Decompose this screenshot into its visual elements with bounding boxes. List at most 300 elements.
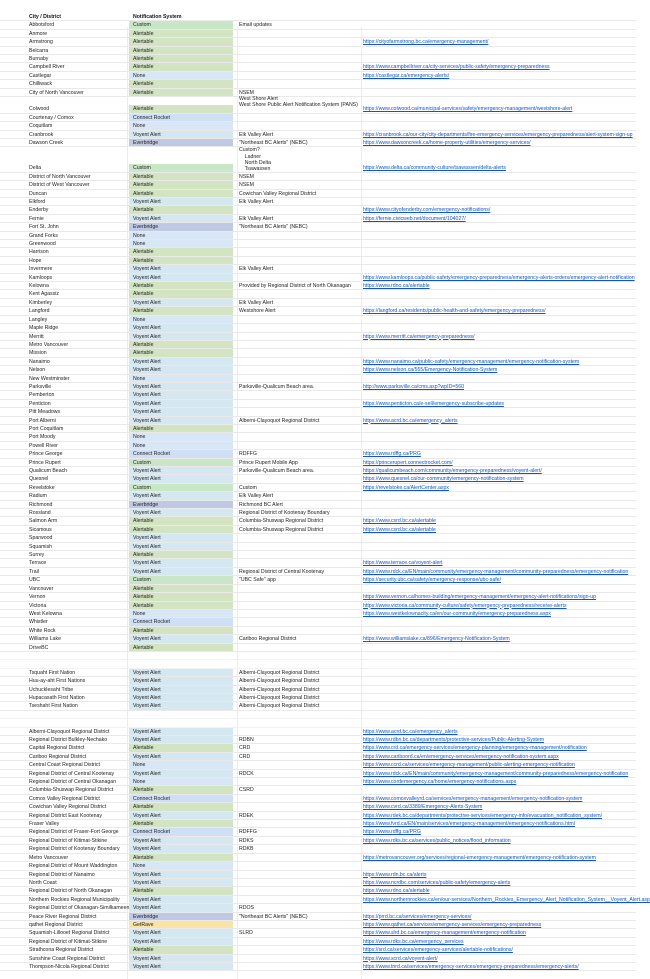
system-cell: Everbridge xyxy=(129,913,233,920)
url-link xyxy=(363,442,636,449)
table-row xyxy=(0,534,636,542)
system-cell: Alertable xyxy=(129,181,233,188)
url-link xyxy=(363,862,636,869)
note-cell: CRD xyxy=(239,745,251,752)
url-link[interactable]: https://www.rdn.bc.ca/alerts xyxy=(363,871,427,878)
system-cell: Voyent Alert xyxy=(129,215,233,222)
url-link xyxy=(363,299,636,306)
note-cell: Elk Valley Alert xyxy=(239,299,274,306)
url-link[interactable]: https://www.rdek.bc.ca/departments/protective-services/emergency-info/evacuation_notification_system/ xyxy=(363,812,603,819)
table-row xyxy=(0,366,636,374)
system-cell: Voyent Alert xyxy=(129,383,233,390)
url-link[interactable]: https://www.nanaimo.ca/public-safety/emergency-management/emergency-notification-system xyxy=(363,358,580,365)
table-row xyxy=(0,795,636,803)
url-link[interactable]: https://www.slrd.bc.ca/emergency-management/emergency-notification xyxy=(363,930,526,937)
url-link[interactable]: https://www.delta.ca/community-culture/tsawassen/delta-alerts xyxy=(363,164,507,171)
system-cell: Alertable xyxy=(129,341,233,348)
table-row xyxy=(0,820,636,828)
table-row xyxy=(0,929,636,937)
note-cell xyxy=(239,358,361,365)
city-cell: Penticton xyxy=(29,400,51,407)
note-cell: Custom? Ladner North Delta Tsawassen xyxy=(239,147,272,173)
url-link[interactable]: https://www.ccrd.ca/services/emergency-management/public-alerting-emergency-notification xyxy=(363,762,575,769)
note-cell xyxy=(239,585,361,592)
note-cell: Elk Valley Alert xyxy=(239,131,274,138)
note-cell: Regional District of Central Kootenay xyxy=(239,568,325,575)
system-cell: Voyent Alert xyxy=(129,265,233,272)
table-row xyxy=(0,921,636,929)
city-cell: Regional District of Kitimat-Stikine xyxy=(29,837,108,844)
city-cell: Central Coast Regional District xyxy=(29,762,100,769)
city-cell: Columbia-Shuswap Regional District xyxy=(29,787,114,794)
table-row xyxy=(0,47,636,55)
city-cell: Fraser Valley xyxy=(29,821,60,828)
url-link[interactable]: https://www.rdck.ca/EN/main/community/emergency-management/community-preparedness/emergency-notification xyxy=(363,568,629,575)
note-cell xyxy=(239,349,361,356)
table-row xyxy=(0,677,636,685)
city-cell: Fernie xyxy=(29,215,44,222)
system-cell: Connect Rocket xyxy=(129,795,233,802)
url-link[interactable]: https://www.fvrd.ca/EN/main/services/emergency-management/emergency-notifications.html xyxy=(363,821,575,828)
note-cell: NSEM xyxy=(239,173,254,180)
url-link xyxy=(363,845,636,852)
url-link[interactable]: https://www.colwood.ca/municipal-services/safety/emergency-management/westshore-alert xyxy=(363,105,573,112)
note-cell: RDCK xyxy=(239,770,254,777)
url-link[interactable]: https://www.westkelownacity.ca/en/our-community/emergency-preparedness.aspx xyxy=(363,610,551,617)
note-cell xyxy=(239,938,361,945)
city-cell: Terrace xyxy=(29,560,47,567)
city-cell: Campbell River xyxy=(29,64,65,71)
note-cell: SLRD xyxy=(239,930,253,937)
city-cell: Regional District of Central Kootenay xyxy=(29,770,115,777)
system-cell: Voyent Alert xyxy=(129,198,233,205)
system-cell: Alertable xyxy=(129,526,233,533)
url-link xyxy=(363,669,636,676)
note-cell xyxy=(239,274,361,281)
table-row xyxy=(0,114,636,122)
note-cell: RDKB xyxy=(239,846,254,853)
system-cell: Alertable xyxy=(129,803,233,810)
table-row xyxy=(0,946,636,954)
url-link[interactable]: https://prrd.bc.ca/services/emergency-services/ xyxy=(363,913,472,920)
table-row xyxy=(0,593,636,601)
city-cell: Qualicum Beach xyxy=(29,468,68,474)
url-link xyxy=(363,173,636,180)
table-row xyxy=(0,509,636,517)
url-link[interactable]: https://www.comoxvalleyrd.ca/services/emergency-management/emergency-notification-system xyxy=(363,795,583,802)
city-cell: District of North Vancouver xyxy=(29,173,91,180)
system-cell: Everbridge xyxy=(129,223,233,230)
city-cell: Powell River xyxy=(29,442,58,449)
note-cell xyxy=(239,896,361,903)
url-link[interactable]: https://www.rdbn.bc.ca/departments/protective-services/Public-Alerting-System xyxy=(363,737,545,743)
city-cell: Harrison xyxy=(29,249,49,256)
city-cell: Peace River Regional District xyxy=(29,913,97,920)
note-cell: Elk Valley Alert xyxy=(239,266,274,273)
city-cell: UBC xyxy=(29,577,40,584)
system-cell: Voyent Alert xyxy=(129,400,233,407)
note-cell xyxy=(239,862,361,869)
table-row xyxy=(0,190,636,198)
url-link[interactable]: https://cityofarmstrong.bc.ca/emergency-management/ xyxy=(363,39,489,46)
table-row xyxy=(0,837,636,845)
city-cell: Kimberley xyxy=(29,299,53,306)
city-cell: Squamish xyxy=(29,543,53,550)
city-cell: Burnaby xyxy=(29,56,49,63)
header-system: Notification System xyxy=(133,14,182,20)
system-cell: Alertable xyxy=(129,80,233,87)
url-link xyxy=(363,391,636,398)
city-cell: Sicamous xyxy=(29,526,52,533)
table-row xyxy=(0,80,636,88)
system-cell: GetRave xyxy=(129,921,233,928)
note-cell xyxy=(239,534,361,541)
system-cell: Alertable xyxy=(129,248,233,255)
system-cell: Alertable xyxy=(129,854,233,861)
city-cell: Vancouver xyxy=(29,585,54,592)
system-cell: Alertable xyxy=(129,644,233,651)
system-cell: None xyxy=(129,862,233,869)
city-cell: Regional District of Kootenay Boundary xyxy=(29,846,120,853)
url-link[interactable]: https://www.rdffg.ca/PRG xyxy=(363,829,421,836)
table-row xyxy=(0,198,636,206)
system-cell: Voyent Alert xyxy=(129,559,233,566)
system-cell: None xyxy=(129,316,233,323)
city-cell: Metro Vancouver xyxy=(29,341,69,348)
url-link xyxy=(363,316,636,323)
url-link[interactable]: https://www.crd.ca/emergency-services/emergency-planning/emergency-management/notification xyxy=(363,745,587,752)
url-link xyxy=(363,240,636,247)
table-row xyxy=(0,400,636,408)
city-cell: Radium xyxy=(29,493,47,500)
note-cell xyxy=(239,122,361,129)
system-cell: Voyent Alert xyxy=(129,391,233,398)
city-cell: Richmond xyxy=(29,501,53,508)
system-cell: None xyxy=(129,433,233,440)
url-link[interactable]: https://www.vernon.ca/homes-building/emergency-management/emergency-alert-notifications/sign-up xyxy=(363,594,596,601)
city-cell: Enderby xyxy=(29,207,49,214)
table-row xyxy=(0,526,636,534)
note-cell xyxy=(239,30,361,37)
city-cell: Williams Lake xyxy=(29,636,61,643)
url-link[interactable]: https://www.ncrdbc.com/services/public-safety/emergency-alerts xyxy=(363,879,511,886)
table-row xyxy=(0,778,636,786)
table-row xyxy=(0,181,636,189)
city-cell: Maple Ridge xyxy=(29,325,59,332)
system-cell: Alertable xyxy=(129,38,233,45)
city-cell: Cowichan Valley Regional District xyxy=(29,804,107,811)
city-cell: Kamloops xyxy=(29,274,53,281)
city-cell: Regional District East Kootenay xyxy=(29,812,102,819)
note-cell xyxy=(239,400,361,407)
city-cell: Salmon Arm xyxy=(29,518,58,525)
city-cell: Regional District of Central Okanagan xyxy=(29,779,117,786)
url-link[interactable]: https://fernie.civicweb.net/document/104027/ xyxy=(363,215,466,222)
table-row xyxy=(0,72,636,80)
system-cell: Voyent Alert xyxy=(129,358,233,365)
table-row xyxy=(0,602,636,610)
city-cell: City of North Vancouver xyxy=(29,89,84,96)
city-cell: Langley xyxy=(29,316,48,323)
city-cell: Pitt Meadows xyxy=(29,409,61,416)
system-cell: Everbridge xyxy=(129,139,233,146)
url-link xyxy=(363,80,636,87)
table-row xyxy=(0,425,636,433)
note-cell xyxy=(239,551,361,558)
city-cell: Elkford xyxy=(29,199,46,205)
table-row xyxy=(0,568,636,576)
table-row xyxy=(0,375,636,383)
note-cell xyxy=(239,559,361,566)
url-link[interactable]: https://www.tnrd.ca/services/emergency-services/emergency-preparedness/emergency-alerts/ xyxy=(363,963,579,970)
system-cell: Alertable xyxy=(129,820,233,827)
city-cell: Regional District Bulkley-Nechako xyxy=(29,737,108,743)
url-link xyxy=(363,55,636,62)
url-link[interactable]: https://www.quesnel.ca/our-community/emergency-notification-system xyxy=(363,476,524,483)
system-cell: None xyxy=(129,610,233,617)
table-row xyxy=(0,812,636,820)
note-cell xyxy=(239,946,361,953)
note-cell xyxy=(239,63,361,70)
city-cell: Regional District of North Okanagan xyxy=(29,888,113,895)
url-link[interactable]: https://www.rdck.ca/EN/main/community/emergency-management/community-preparedness/emergency-notification xyxy=(363,770,629,777)
url-link[interactable]: https://www.rdffg.ca/PRG xyxy=(363,451,421,458)
url-link xyxy=(363,644,636,651)
note-cell xyxy=(239,425,361,432)
table-row xyxy=(0,265,636,273)
url-link[interactable]: https://revelstoke.ca/AlertCenter.aspx xyxy=(363,484,449,491)
system-cell: Voyent Alert xyxy=(129,879,233,886)
url-link xyxy=(363,198,636,205)
url-link[interactable]: https://www.csrd.bc.ca/alertable xyxy=(363,526,436,533)
url-link[interactable]: https://www.terrace.ca/voyent-alert xyxy=(363,560,443,567)
url-link[interactable]: https://metrovancouver.org/services/regional-emergency-management/emergency-notification-system xyxy=(363,854,596,861)
table-row xyxy=(0,290,636,298)
note-cell xyxy=(239,955,361,962)
city-cell: Sunshine Coast Regional District xyxy=(29,955,105,962)
url-link[interactable]: https://www.rdks.bc.ca/services/public_notices/flood_information xyxy=(363,837,511,844)
note-cell xyxy=(239,644,361,651)
note-cell xyxy=(239,728,361,735)
url-link[interactable]: http://www.parksville.ca/cms.asp?wpID=560 xyxy=(363,383,465,390)
url-link[interactable]: https://www.dawsoncreek.ca/home-property-utilities/emergency-services/ xyxy=(363,140,531,147)
city-cell: Dawson Creek xyxy=(29,140,64,147)
table-row xyxy=(0,450,636,458)
url-link[interactable]: https://www.rdno.ca/alertable xyxy=(363,283,430,290)
table-row xyxy=(0,274,636,282)
url-link[interactable]: https://www.csrd.bc.ca/alertable xyxy=(363,518,436,525)
system-cell: Alertable xyxy=(129,30,233,37)
url-link[interactable]: https://www.acrd.bc.ca/emergency_alerts xyxy=(363,417,458,424)
table-row xyxy=(0,585,636,593)
table-row xyxy=(0,316,636,324)
url-link xyxy=(363,89,636,96)
note-cell xyxy=(239,240,361,247)
url-link[interactable]: https://www.williamslake.ca/896/Emergency-Notification-System xyxy=(363,636,510,643)
note-cell: Richmond BC Alert xyxy=(239,501,283,508)
city-cell: qathet Regional District xyxy=(29,921,83,928)
url-link[interactable]: https://princerupert.connectrocket.com/ xyxy=(363,459,453,466)
table-row xyxy=(0,30,636,38)
url-link xyxy=(363,627,636,634)
city-cell: Greenwood xyxy=(29,241,56,248)
table-row xyxy=(0,383,636,391)
url-link[interactable]: https://cranbrook.ca/our-city/city-departments/fire-emergency-services/emergency-preparedness/alert-system-sign-up xyxy=(363,131,633,138)
system-cell: Everbridge xyxy=(129,501,233,508)
city-cell: Capital Regional District xyxy=(29,745,85,752)
system-cell: Voyent Alert xyxy=(129,408,233,415)
city-cell: Anmore xyxy=(29,30,48,37)
city-cell: Northern Rockies Regional Municipality xyxy=(29,896,120,903)
city-cell: Surrey xyxy=(29,552,45,559)
note-cell xyxy=(239,820,361,827)
url-link xyxy=(363,265,636,272)
note-cell: Columbia-Shuswap Regional District xyxy=(239,526,324,533)
city-cell: North Coast xyxy=(29,879,57,886)
table-row xyxy=(0,963,636,971)
table-row xyxy=(0,408,636,416)
city-cell: Grand Forks xyxy=(29,232,58,239)
note-cell: Columbia-Shuswap Regional District xyxy=(239,518,324,525)
system-cell: Voyent Alert xyxy=(129,131,233,138)
system-cell: Alertable xyxy=(129,585,233,592)
system-cell: Voyent Alert xyxy=(129,299,233,306)
table-row xyxy=(0,282,636,290)
note-cell: RDFFG xyxy=(239,451,257,458)
note-cell xyxy=(239,887,361,894)
note-cell: CSRD xyxy=(239,787,254,794)
city-cell: Port Coquitlam xyxy=(29,425,64,432)
note-cell xyxy=(239,232,361,239)
url-link[interactable]: https://www.merritt.ca/emergency-preparedness/ xyxy=(363,333,475,340)
url-link[interactable]: https://www.kamloops.ca/public-safety/emergency-preparedness/emergency-alerts-orders/emergency-alert-notification xyxy=(363,274,635,281)
system-cell: Alertable xyxy=(129,47,233,54)
url-link[interactable]: https://security.ubc.ca/safety/emergency-response/ubc-safe/ xyxy=(363,577,502,584)
table-row xyxy=(0,475,636,483)
url-link xyxy=(363,248,636,255)
city-cell: Abbotsford xyxy=(29,22,55,29)
city-cell: Rossland xyxy=(29,510,51,517)
url-link[interactable]: https://www.rdno.ca/alertable xyxy=(363,888,430,895)
system-cell: Voyent Alert xyxy=(129,728,233,735)
url-link xyxy=(363,232,636,239)
note-cell xyxy=(239,879,361,886)
table-row xyxy=(0,543,636,551)
city-cell: Belcarra xyxy=(29,47,49,54)
system-cell: Voyent Alert xyxy=(129,837,233,844)
url-link[interactable]: https://www.rdks.bc.ca/emergency_services xyxy=(363,938,464,945)
note-cell: RDEK xyxy=(239,812,254,819)
table-row xyxy=(0,635,636,643)
note-cell xyxy=(239,433,361,440)
system-cell: Alertable xyxy=(129,627,233,634)
system-cell: Alertable xyxy=(129,744,233,751)
table-row xyxy=(0,559,636,567)
system-cell: None xyxy=(129,232,233,239)
url-link xyxy=(363,190,636,197)
note-cell xyxy=(239,803,361,810)
note-cell xyxy=(239,408,361,415)
system-cell: Alertable xyxy=(129,425,233,432)
url-link[interactable]: https://www.cityofenderby.com/emergency-notifications/ xyxy=(363,207,491,214)
url-link[interactable]: https://www.campbellriver.ca/city-services/public-safety/emergency-preparedness xyxy=(363,64,550,71)
system-cell: Connect Rocket xyxy=(129,450,233,457)
table-row xyxy=(0,887,636,895)
system-cell: Alertable xyxy=(129,257,233,264)
note-cell: Cowichan Valley Regional District xyxy=(239,190,317,197)
table-row xyxy=(0,206,636,214)
url-link[interactable]: https://castlegar.ca/emergency-alerts/ xyxy=(363,72,450,79)
system-cell: Voyent Alert xyxy=(129,955,233,962)
url-link xyxy=(363,904,636,911)
system-cell: Voyent Alert xyxy=(129,492,233,499)
url-link[interactable]: https://www.penticton.ca/e-sell/emergency-subscribe-updates xyxy=(363,400,504,407)
city-cell: Armstrong xyxy=(29,39,53,46)
note-cell xyxy=(239,921,361,928)
url-link[interactable]: https://www.victoria.ca/community-culture/safety/emergency-preparedness/receive-alerts xyxy=(363,602,567,609)
note-cell xyxy=(239,963,361,970)
city-cell: Hope xyxy=(29,257,42,264)
system-cell: None xyxy=(129,122,233,129)
url-link xyxy=(363,21,636,28)
system-cell: None xyxy=(129,72,233,79)
system-cell: Connect Rocket xyxy=(129,618,233,625)
table-row xyxy=(0,341,636,349)
url-link[interactable]: https://www.northernrockies.ca/en/our-services/Northern_Rockies_Emergency_Alert_Notification_System__Voyent_Alert.asp xyxy=(363,896,650,903)
note-cell xyxy=(239,871,361,878)
url-link[interactable]: https://www.cvrd.ca/3389/Emergency-Alerts-System xyxy=(363,804,483,811)
note-cell: CRD xyxy=(239,753,251,760)
table-row xyxy=(0,828,636,836)
url-link[interactable]: https://www.scrd.ca/voyent-alert/ xyxy=(363,955,438,962)
system-cell: None xyxy=(129,375,233,382)
url-link[interactable]: https://www.nelson.ca/555/Emergency-Notification-System xyxy=(363,367,498,374)
url-link[interactable]: https://srd.ca/services/emergency-services/alertable-notifications/ xyxy=(363,947,513,954)
table-row xyxy=(0,240,636,248)
note-cell xyxy=(239,316,361,323)
url-link xyxy=(363,686,636,693)
url-link[interactable]: https://www.cariboord.ca/en/emergency-services/emergency-notification-system.aspx xyxy=(363,753,559,760)
url-link xyxy=(363,677,636,684)
city-cell: West Kelowna xyxy=(29,610,63,617)
table-row xyxy=(0,862,636,870)
url-link xyxy=(363,47,636,54)
table-row xyxy=(0,871,636,879)
blank-row xyxy=(0,719,636,727)
table-row xyxy=(0,761,636,769)
url-link[interactable]: https://www.cordemergency.ca/home/emergency-notifications.aspx xyxy=(363,779,517,786)
url-link xyxy=(363,257,636,264)
table-row xyxy=(0,904,636,912)
note-cell xyxy=(239,324,361,331)
url-link[interactable]: https://www.acrd.bc.ca/emergency_alerts xyxy=(363,728,458,735)
city-cell: White Rock xyxy=(29,627,56,634)
city-cell: DriveBC xyxy=(29,644,49,651)
url-link[interactable]: https://www.qathet.ca/services/emergency-services/emergency-preparedness xyxy=(363,921,542,928)
url-link[interactable]: https://langford.ca/residents/public-health-and-safety/emergency-preparedness/ xyxy=(363,308,546,315)
city-cell: Regional District of Okanagan-Similkameen xyxy=(29,905,130,912)
note-cell xyxy=(239,795,361,802)
table-row xyxy=(0,644,636,652)
table-row xyxy=(0,845,636,853)
url-link[interactable]: https://qualicumbeach.com/community/emergency-preparedness/voyent-alert/ xyxy=(363,468,542,474)
system-cell: Voyent Alert xyxy=(129,702,233,709)
note-cell: Regional District of Kootenay Boundary xyxy=(239,510,330,517)
system-cell: Voyent Alert xyxy=(129,694,233,701)
city-cell: Kelowna xyxy=(29,283,49,290)
url-link xyxy=(363,181,636,188)
table-row xyxy=(0,89,636,97)
